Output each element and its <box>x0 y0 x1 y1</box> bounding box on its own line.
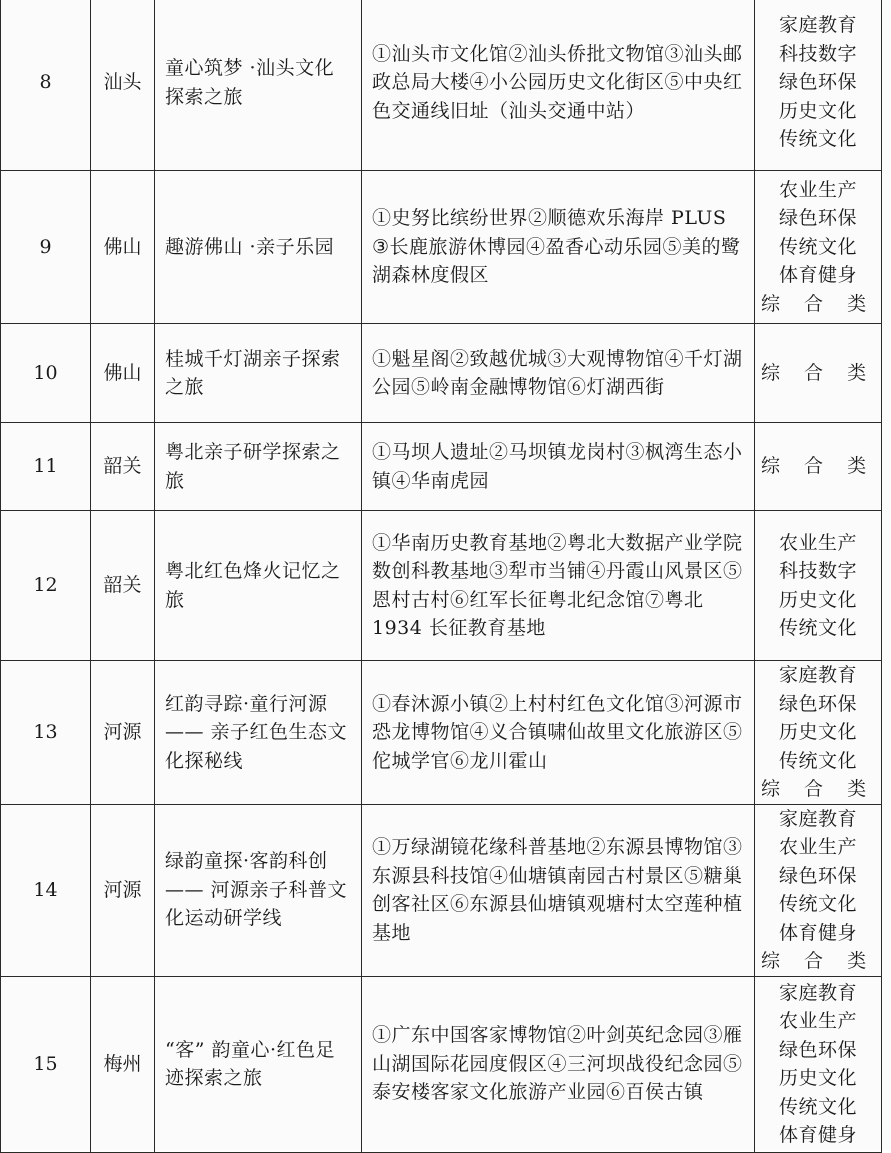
category-label: 绿色环保 <box>778 207 857 230</box>
category-label: 历史文化 <box>778 588 857 611</box>
category-label: 科技数字 <box>778 560 857 582</box>
category-label: 家庭教育 <box>778 807 857 830</box>
category-label: 综 合 类 <box>761 455 876 478</box>
category-label: 传统文化 <box>778 749 857 772</box>
row-number: 11 <box>1 423 91 511</box>
category-label: 科技数字 <box>778 42 857 65</box>
category-label: 综 合 类 <box>761 292 876 315</box>
category-label: 家庭教育 <box>778 664 857 686</box>
route-name-cell: 红韵寻踪·童行河源—— 亲子红色生态文化探秘线 <box>155 661 362 805</box>
table-row <box>1 171 882 324</box>
category-label: 绿色环保 <box>778 71 857 94</box>
category-label: 传统文化 <box>778 893 857 915</box>
route-sites-cell: ①汕头市文化馆②汕头侨批文物馆③汕头邮政总局大楼④小公园历史文化街区⑤中央红色交通线旧址（汕头交通中站） <box>362 0 755 171</box>
row-number: 14 <box>1 804 91 976</box>
category-label: 体育健身 <box>778 921 857 944</box>
city-cell: 佛山 <box>91 324 155 423</box>
category-label: 综 合 类 <box>761 950 876 972</box>
category-label: 传统文化 <box>778 617 857 639</box>
category-label: 体育健身 <box>778 264 857 287</box>
category-cell <box>755 661 882 805</box>
category-label: 传统文化 <box>778 1095 857 1118</box>
city-cell: 汕头 <box>91 0 155 171</box>
category-label: 绿色环保 <box>778 864 857 887</box>
route-name-cell: 粤北红色烽火记忆之旅 <box>155 511 362 661</box>
city-cell: 韶关 <box>91 423 155 511</box>
row-number: 15 <box>1 976 91 1152</box>
category-cell <box>755 423 882 511</box>
category-label: 综 合 类 <box>761 361 876 384</box>
category-label: 农业生产 <box>778 178 857 201</box>
row-number: 12 <box>1 511 91 661</box>
category-label: 历史文化 <box>778 1067 857 1089</box>
route-sites-cell: ①广东中国客家博物馆②叶剑英纪念园③雁山湖国际花园度假区④三河坝战役纪念园⑤泰安楼客家文化旅游产业园⑥百侯古镇 <box>362 976 755 1152</box>
route-sites-cell: ①马坝人遗址②马坝镇龙岗村③枫湾生态小镇④华南虎园 <box>362 423 755 511</box>
city-cell: 佛山 <box>91 171 155 324</box>
row-number: 9 <box>1 171 91 324</box>
category-label: 传统文化 <box>778 128 857 151</box>
route-sites-cell: ①史努比缤纷世界②顺德欢乐海岸 PLUS ③长鹿旅游休博园④盈香心动乐园⑤美的鹭湖森林度假区 <box>362 171 755 324</box>
category-cell <box>755 171 882 324</box>
route-name-cell: 趣游佛山 ·亲子乐园 <box>155 171 362 324</box>
category-label: 农业生产 <box>778 1010 857 1032</box>
row-number: 8 <box>1 0 91 171</box>
table-row <box>1 511 882 661</box>
city-cell: 韶关 <box>91 511 155 661</box>
category-label: 绿色环保 <box>778 692 857 715</box>
category-label: 综 合 类 <box>761 778 876 800</box>
category-label: 体育健身 <box>778 1124 857 1146</box>
table-row <box>1 804 882 976</box>
category-label: 家庭教育 <box>778 981 857 1004</box>
category-label: 历史文化 <box>778 721 857 743</box>
route-sites-cell: ①春沐源小镇②上村村红色文化馆③河源市恐龙博物馆④义合镇啸仙故里文化旅游区⑤佗城学官⑥龙川霍山 <box>362 661 755 805</box>
row-number: 10 <box>1 324 91 423</box>
category-label: 历史文化 <box>778 99 857 122</box>
route-name-cell: 童心筑梦 ·汕头文化探索之旅 <box>155 0 362 171</box>
route-table-body <box>1 0 882 1152</box>
category-label: 农业生产 <box>778 836 857 858</box>
category-cell <box>755 976 882 1152</box>
category-cell <box>755 324 882 423</box>
route-name-cell: “客” 韵童心·红色足迹探索之旅 <box>155 976 362 1152</box>
route-sites-cell: ①魁星阁②致越优城③大观博物馆④千灯湖公园⑤岭南金融博物馆⑥灯湖西街 <box>362 324 755 423</box>
route-name-cell: 桂城千灯湖亲子探索之旅 <box>155 324 362 423</box>
category-label: 传统文化 <box>778 235 857 258</box>
route-sites-cell: ①万绿湖镜花缘科普基地②东源县博物馆③东源县科技馆④仙塘镇南园古村景区⑤糖巢创客社区⑥东源县仙塘镇观塘村太空莲种植基地 <box>362 804 755 976</box>
category-cell <box>755 804 882 976</box>
city-cell: 河源 <box>91 804 155 976</box>
route-name-cell: 粤北亲子研学探索之旅 <box>155 423 362 511</box>
category-label: 家庭教育 <box>778 14 857 37</box>
table-row <box>1 324 882 423</box>
category-cell <box>755 0 882 171</box>
category-label: 绿色环保 <box>778 1038 857 1061</box>
route-name-cell: 绿韵童探·客韵科创—— 河源亲子科普文化运动研学线 <box>155 804 362 976</box>
row-number: 13 <box>1 661 91 805</box>
route-sites-cell: ①华南历史教育基地②粤北大数据产业学院数创科教基地③犁市当铺④丹霞山风景区⑤恩村古村⑥红军长征粤北纪念馆⑦粤北 1934 长征教育基地 <box>362 511 755 661</box>
table-row <box>1 0 882 171</box>
category-cell <box>755 511 882 661</box>
table-row <box>1 423 882 511</box>
city-cell: 梅州 <box>91 976 155 1152</box>
table-row <box>1 976 882 1152</box>
city-cell: 河源 <box>91 661 155 805</box>
table-row <box>1 661 882 805</box>
category-label: 农业生产 <box>778 531 857 554</box>
